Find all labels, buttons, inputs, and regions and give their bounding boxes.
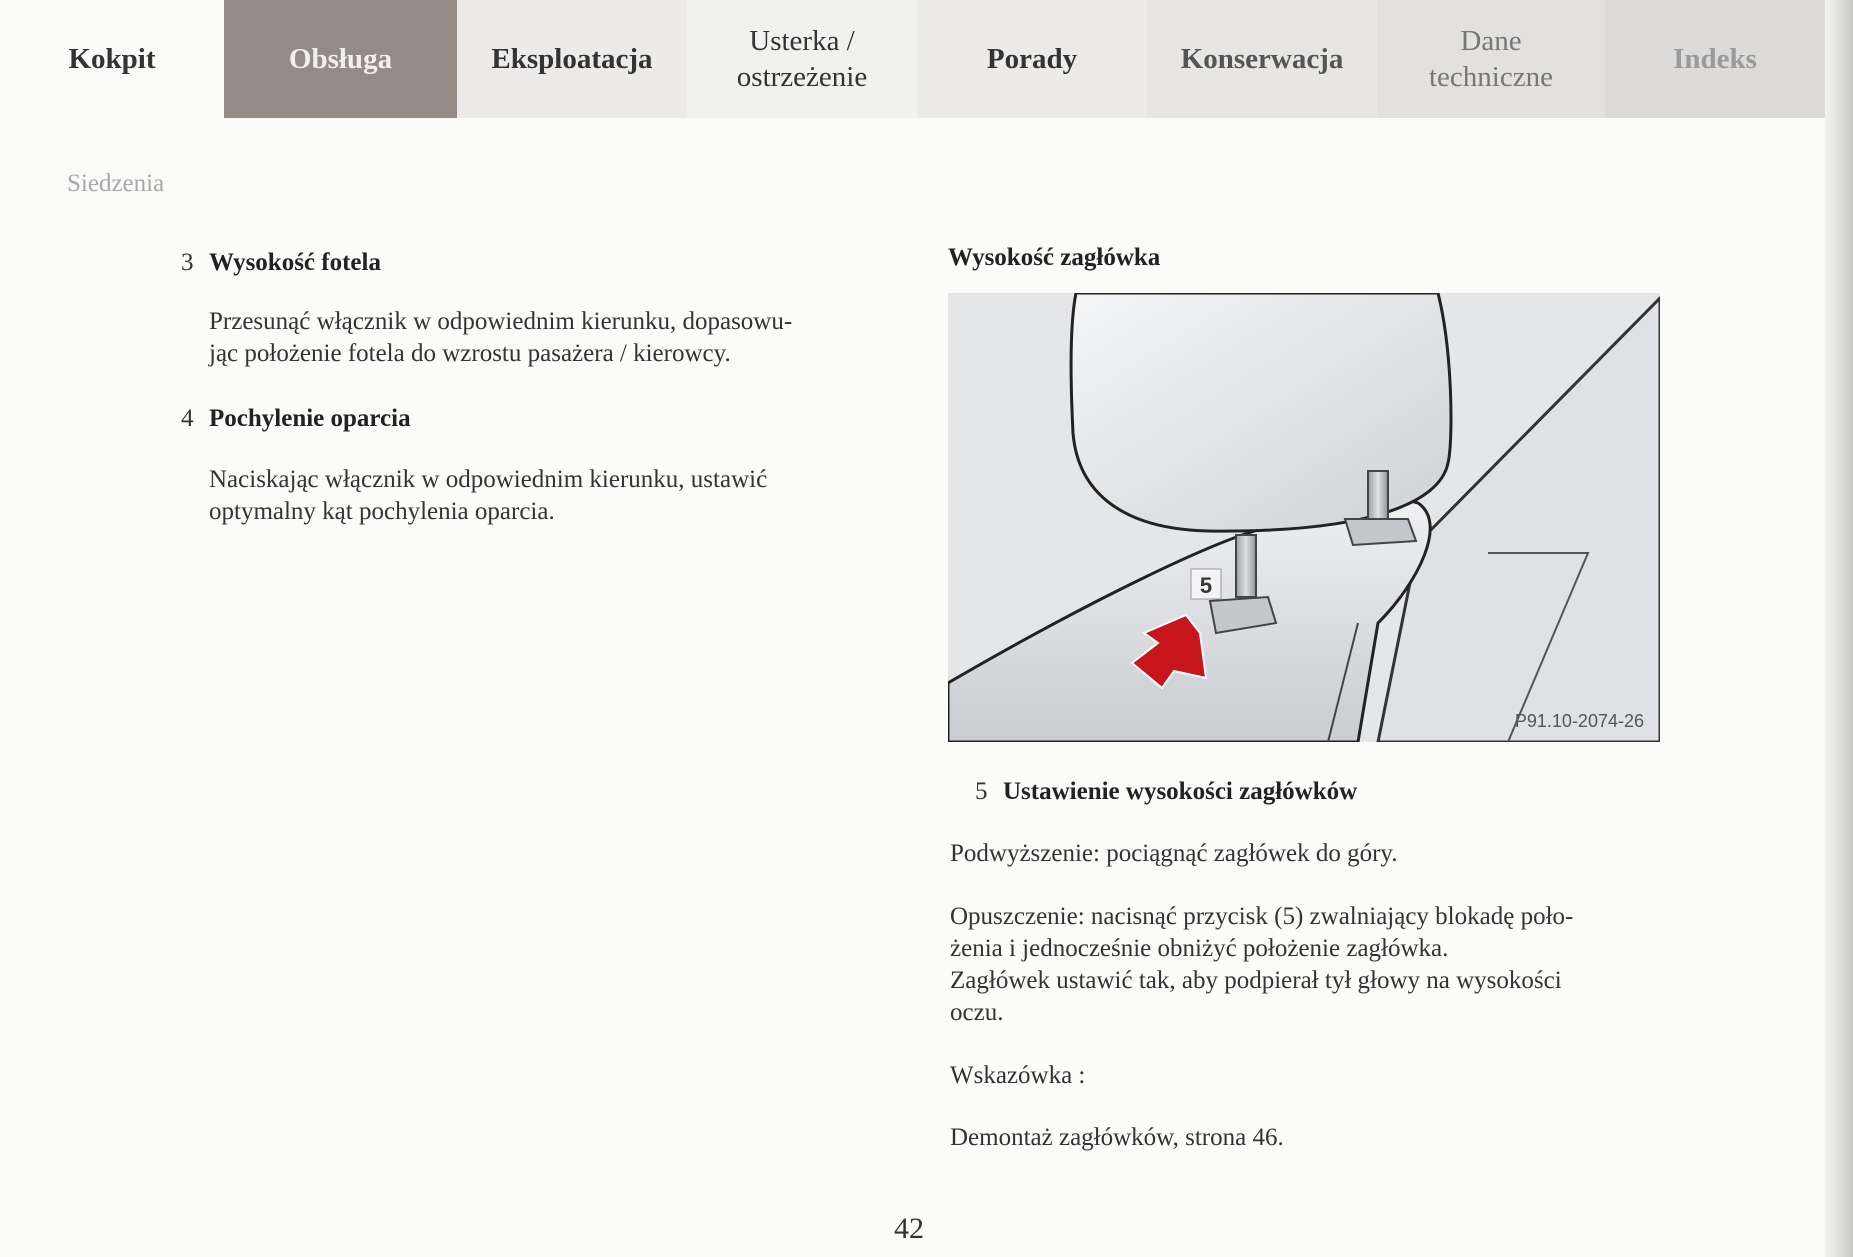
hint-label: Wskazówka : xyxy=(950,1062,1086,1089)
hint-text: Demontaż zagłówków, strona 46. xyxy=(950,1124,1284,1151)
item-number-5: 5 xyxy=(975,778,988,805)
callout-number: 5 xyxy=(1199,573,1213,598)
tab-kokpit[interactable] xyxy=(0,0,224,118)
tab-dane-techniczne[interactable] xyxy=(1377,0,1605,118)
text-line: optymalny kąt pochylenia oparcia. xyxy=(209,498,555,525)
figure-code: P91.10-2074-26 xyxy=(1514,711,1644,731)
backrest-tilt-text xyxy=(209,464,767,528)
heading-headrest-adjust: Ustawienie wysokości zagłówków xyxy=(1003,778,1358,805)
tab-obsluga[interactable] xyxy=(224,0,457,118)
page-edge-shadow xyxy=(1825,0,1853,1257)
tab-label: Kokpit xyxy=(68,43,156,75)
tab-label-line1: Usterka / xyxy=(749,25,855,57)
tab-usterka-ostrzezenie[interactable] xyxy=(687,0,917,118)
page-number: 42 xyxy=(894,1212,924,1245)
chapter-tabs xyxy=(0,0,1853,118)
text-line: Opuszczenie: nacisnąć przycisk (5) zwalniający blokadę poło- xyxy=(950,903,1574,930)
tab-indeks[interactable] xyxy=(1605,0,1825,118)
tab-porady[interactable] xyxy=(917,0,1147,118)
tab-label: Eksploatacja xyxy=(491,43,653,75)
headrest-illustration xyxy=(948,293,1660,742)
tab-label: Obsługa xyxy=(288,43,393,75)
lower-text xyxy=(950,901,1573,1029)
text-line: oczu. xyxy=(950,999,1004,1026)
text-line: Naciskając włącznik w odpowiednim kierunku, ustawić xyxy=(209,466,768,493)
text-line: żenia i jednocześnie obniżyć położenie zagłówka. xyxy=(950,935,1449,962)
tab-label-line1: Dane xyxy=(1460,25,1522,57)
item-number-3: 3 xyxy=(181,249,194,276)
text-line: Przesunąć włącznik w odpowiednim kierunku, dopasowu- xyxy=(209,308,793,335)
seat-height-text xyxy=(209,306,792,370)
tab-label: Konserwacja xyxy=(1180,43,1344,75)
tab-konserwacja[interactable] xyxy=(1147,0,1377,118)
heading-seat-height: Wysokość fotela xyxy=(209,249,381,276)
tab-label: Porady xyxy=(986,43,1078,75)
section-label: Siedzenia xyxy=(67,170,165,197)
tab-label-line2: ostrzeżenie xyxy=(736,61,868,93)
tab-label-line2: techniczne xyxy=(1429,61,1553,93)
heading-backrest-tilt: Pochylenie oparcia xyxy=(209,405,411,432)
item-number-4: 4 xyxy=(181,405,194,432)
text-line: jąc położenie fotela do wzrostu pasażera / kierowcy. xyxy=(209,340,731,367)
tab-label: Indeks xyxy=(1673,43,1757,75)
heading-headrest-height: Wysokość zagłówka xyxy=(948,244,1161,271)
headrest-drawing xyxy=(948,293,1660,742)
raise-text: Podwyższenie: pociągnąć zagłówek do góry. xyxy=(950,840,1398,867)
tab-eksploatacja[interactable] xyxy=(457,0,687,118)
text-line: Zagłówek ustawić tak, aby podpierał tył głowy na wysokości xyxy=(950,967,1562,994)
